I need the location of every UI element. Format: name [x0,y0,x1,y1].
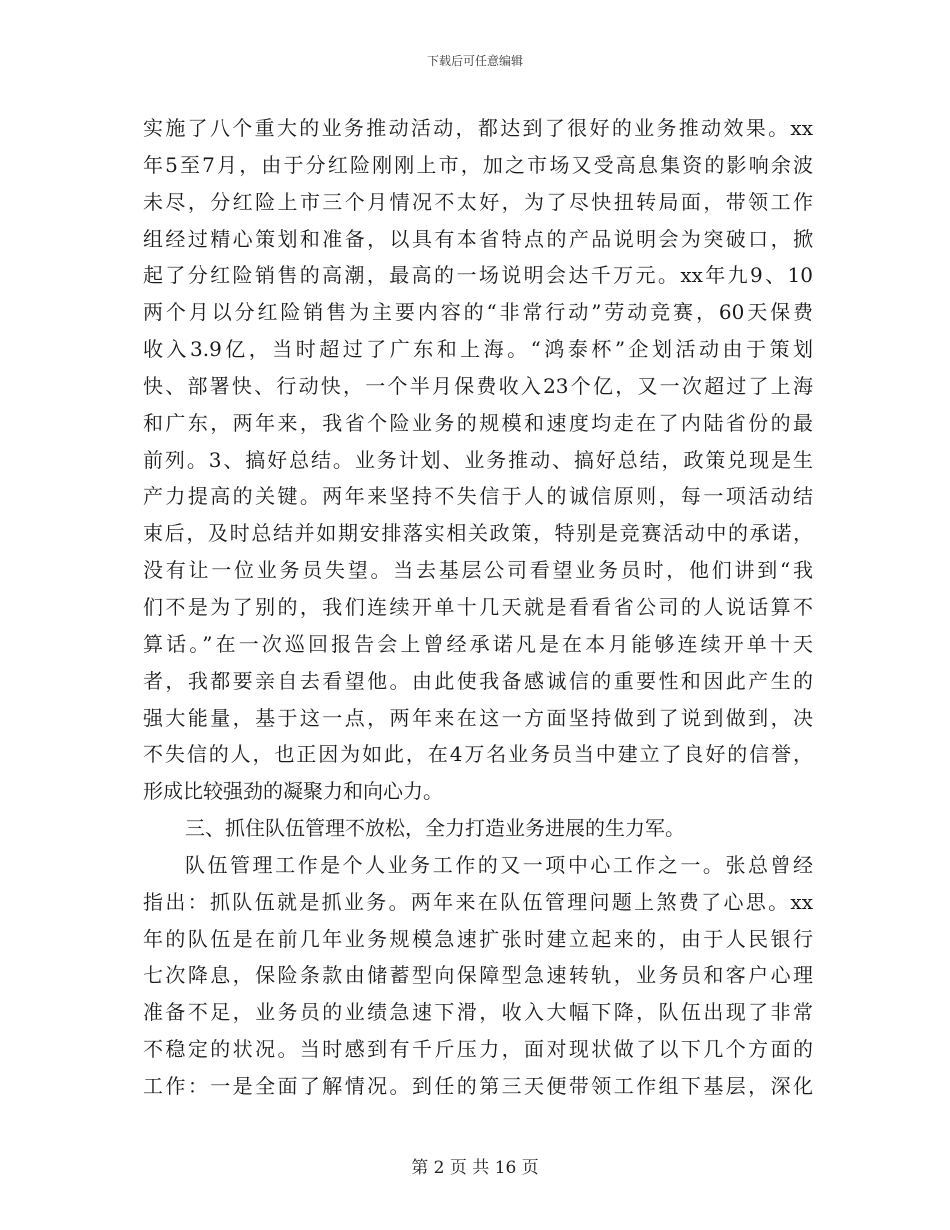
text-line: 和广东，两年来，我省个险业务的规模和速度均走在了内陆省份的最 [143,410,813,435]
text-line: 强大能量，基于这一点，两年来在这一方面坚持做到了说到做到，决 [143,705,813,730]
section-heading: 三、抓住队伍管理不放松，全力打造业务进展的生力军。 [185,816,685,841]
text-line: 产力提高的关键。两年来坚持不失信于人的诚信原则，每一项活动结 [143,484,813,509]
text-line: 年的队伍是在前几年业务规模急速扩张时建立起来的，由于人民银行 [143,926,813,951]
text-line: 未尽，分红险上市三个月情况不太好，为了尽快扭转局面，带领工作 [143,189,813,214]
text-line: 前列。3、搞好总结。业务计划、业务推动、搞好总结，政策兑现是生 [143,447,813,472]
text-line: 七次降息，保险条款由储蓄型向保障型急速转轨，业务员和客户心理 [143,963,813,988]
text-line: 没有让一位业务员失望。当去基层公司看望业务员时，他们讲到“我 [143,558,813,583]
paragraph-first-line: 队伍管理工作是个人业务工作的又一项中心工作之一。张总曾经 [185,852,813,877]
text-line: 两个月以分红险销售为主要内容的“非常行动”劳动竞赛，60天保费 [143,300,813,325]
text-line: 收入3.9亿，当时超过了广东和上海。“鸿泰杯”企划活动由于策划 [143,337,813,362]
text-line: 们不是为了别的，我们连续开单十几天就是看看省公司的人说话算不 [143,594,813,619]
text-line: 实施了八个重大的业务推动活动，都达到了很好的业务推动效果。xx [143,116,813,140]
text-line: 不稳定的状况。当时感到有千斤压力，面对现状做了以下几个方面的 [143,1037,813,1062]
text-line: 不失信的人，也正因为如此，在4万名业务员当中建立了良好的信誉， [143,742,813,767]
text-line: 指出：抓队伍就是抓业务。两年来在队伍管理问题上煞费了心思。xx [143,889,813,914]
text-line: 快、部署快、行动快，一个半月保费收入23个亿，又一次超过了上海 [143,373,813,398]
page-number-footer: 第 2 页 共 16 页 [411,1158,539,1178]
page-header: 下载后可任意编辑 [426,54,523,68]
text-line: 算话。”在一次巡回报告会上曾经承诺凡是在本月能够连续开单十天 [143,631,813,656]
text-line: 束后，及时总结并如期安排落实相关政策，特别是竞赛活动中的承诺， [143,521,813,546]
text-line: 工作：一是全面了解情况。到任的第三天便带领工作组下基层，深化 [143,1073,813,1098]
text-line: 者，我都要亲自去看望他。由此使我备感诚信的重要性和因此产生的 [143,668,813,693]
text-line: 准备不足，业务员的业绩急速下滑，收入大幅下降，队伍出现了非常 [143,1000,813,1025]
text-line: 起了分红险销售的高潮，最高的一场说明会达千万元。xx年九9、10 [143,263,813,288]
document-body [143,110,813,1105]
paragraph-end-line: 形成比较强劲的凝聚力和向心力。 [143,779,443,804]
text-line: 组经过精心策划和准备，以具有本省特点的产品说明会为突破口，掀 [143,226,813,251]
text-line: 年5至7月，由于分红险刚刚上市，加之市场又受高息集资的影响余波 [143,152,813,177]
